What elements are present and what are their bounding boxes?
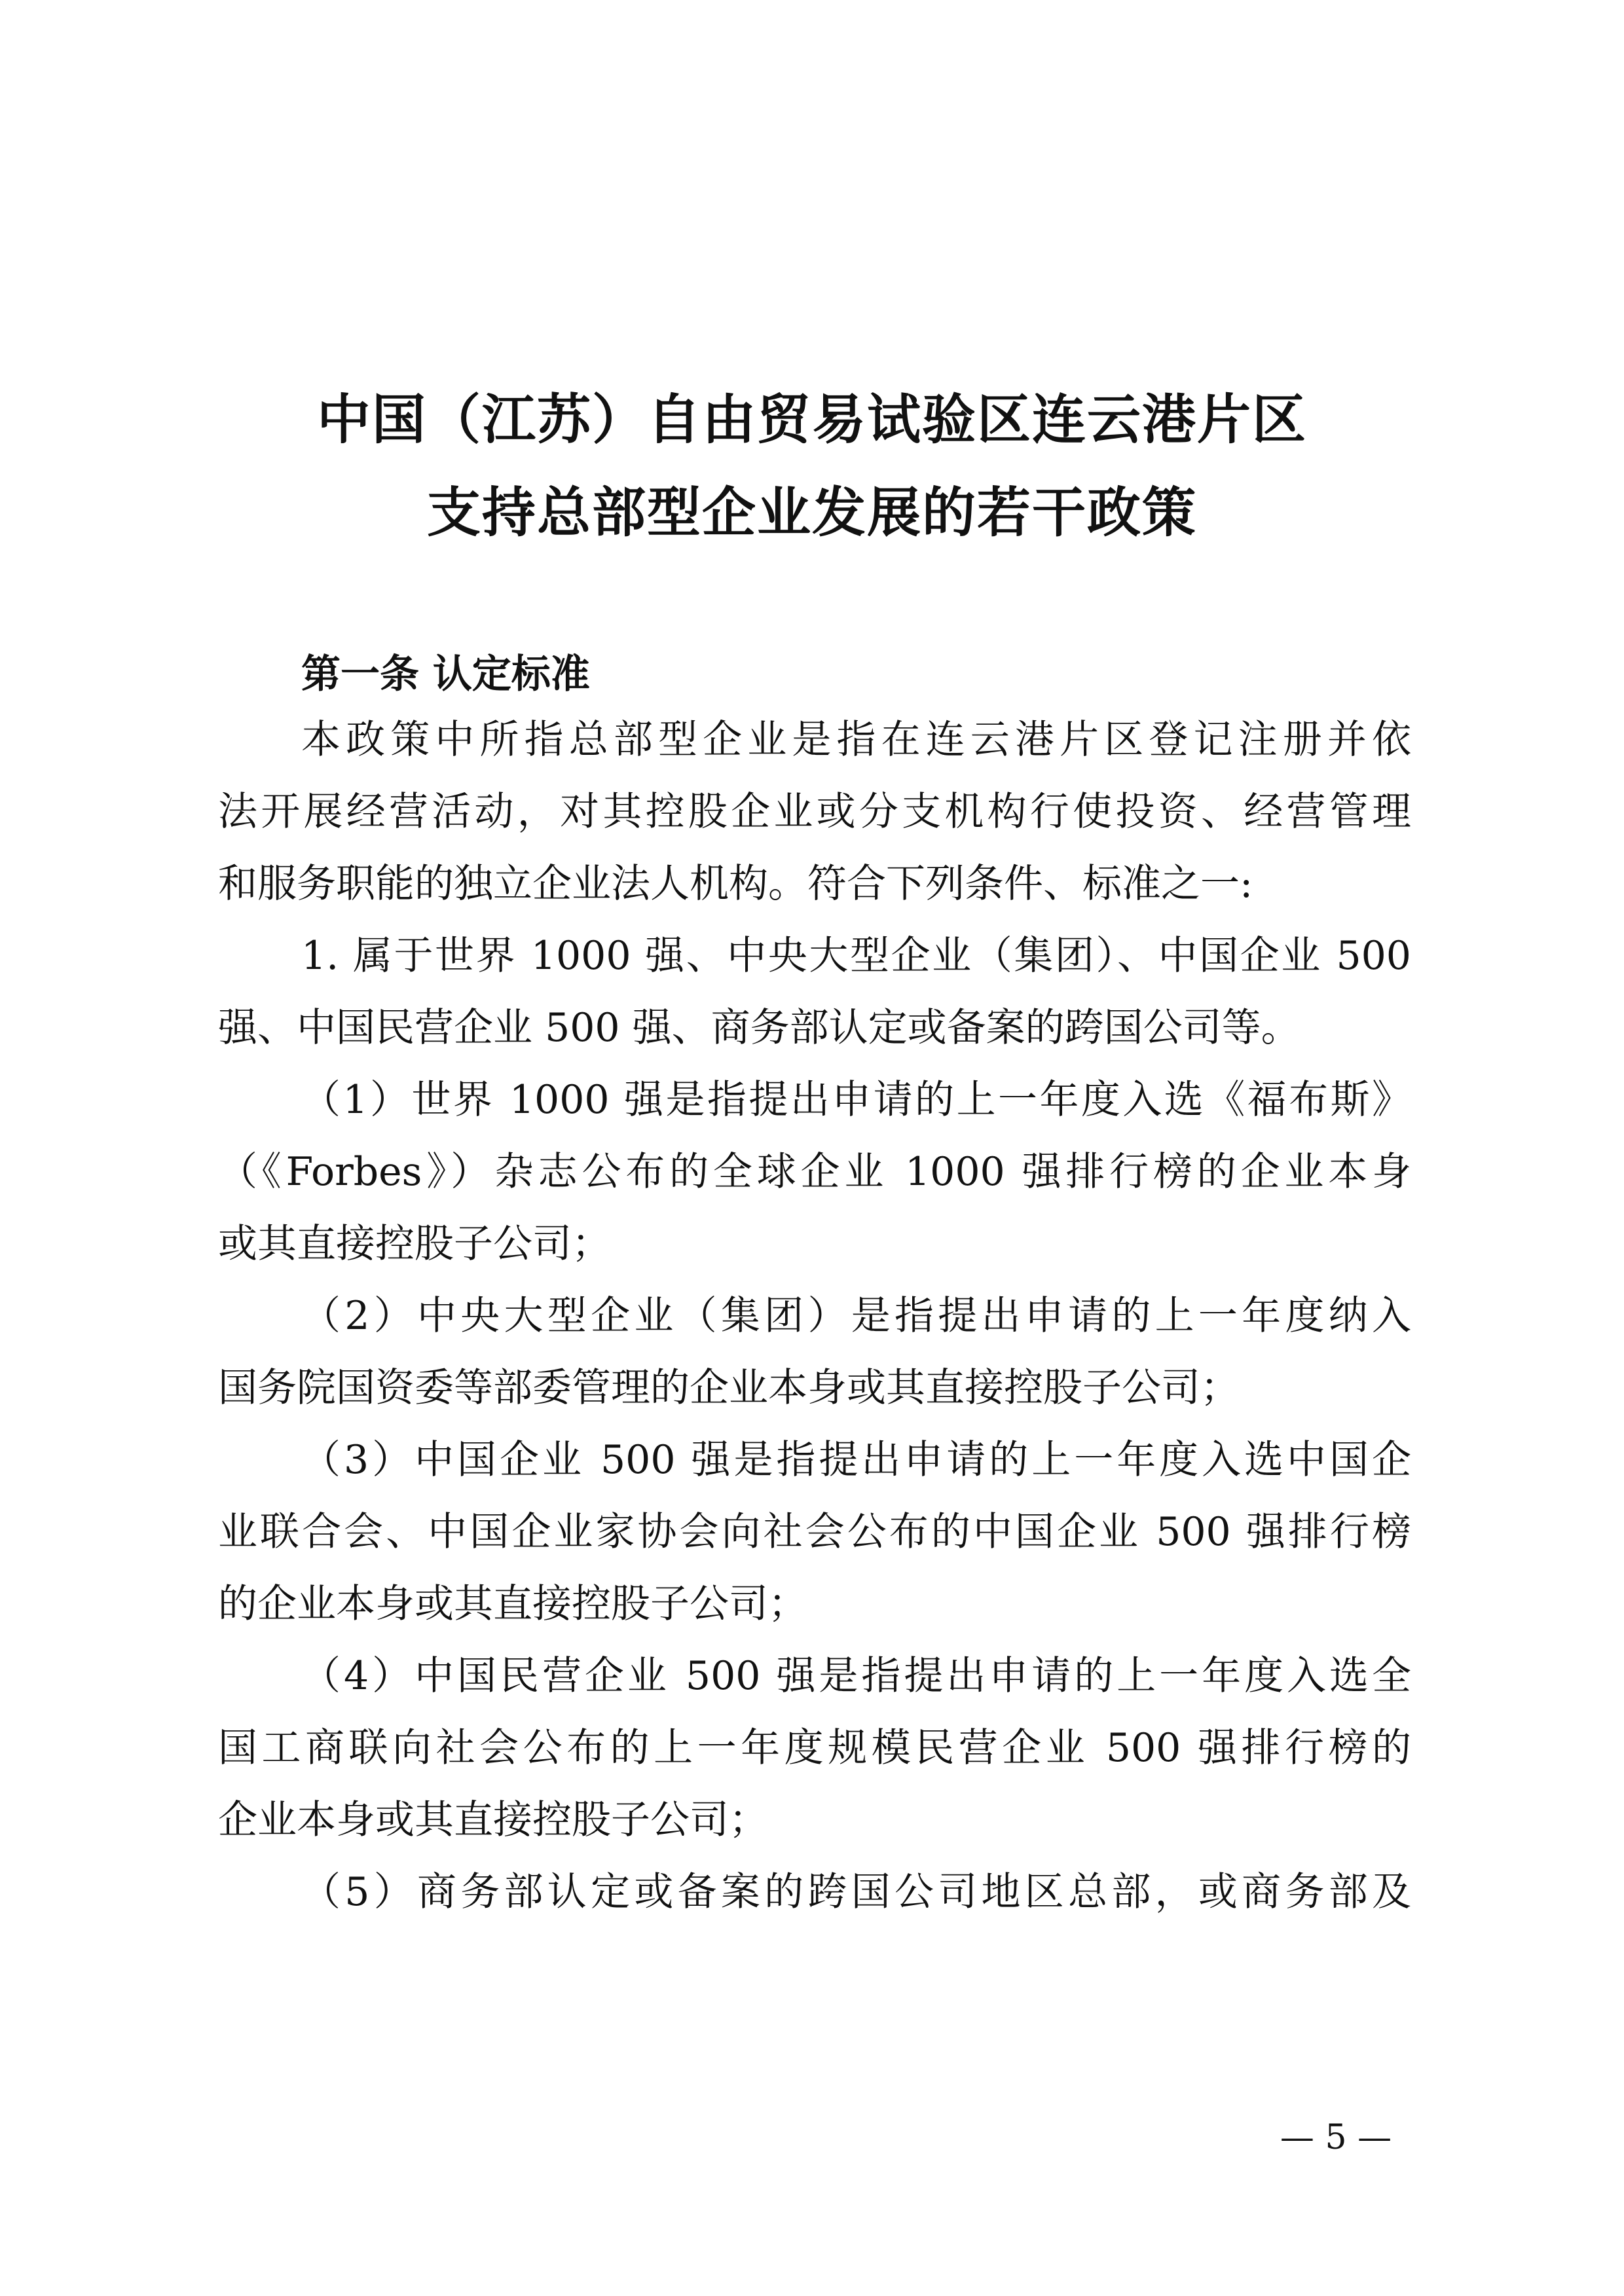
text-line: 国工商联向社会公布的上一年度规模民营企业 500 强排行榜的 xyxy=(218,1725,1411,1771)
paragraph-sub-item-1 xyxy=(218,1064,1411,1280)
text-line: 企业本身或其直接控股子公司； xyxy=(218,1797,768,1843)
text-line: 法开展经营活动，对其控股企业或分支机构行使投资、经营管理 xyxy=(218,789,1411,835)
section-heading: 第一条 认定标准 xyxy=(301,651,590,697)
text-line: （《Forbes》）杂志公布的全球企业 1000 强排行榜的企业本身 xyxy=(218,1149,1411,1195)
text-line: 或其直接控股子公司； xyxy=(218,1221,611,1267)
document-title-line-1: 中国（江苏）自由贸易试验区连云港片区 xyxy=(316,389,1307,451)
page-number: — 5 — xyxy=(1280,2118,1392,2157)
text-line: 本政策中所指总部型企业是指在连云港片区登记注册并依 xyxy=(301,717,1411,763)
paragraph-sub-item-2 xyxy=(218,1280,1411,1424)
paragraph-definition xyxy=(218,704,1411,920)
text-line: 和服务职能的独立企业法人机构。符合下列条件、标准之一: xyxy=(218,861,1253,907)
paragraph-sub-item-5 xyxy=(218,1856,1411,1928)
paragraph-item-1 xyxy=(218,920,1411,1064)
text-line: （5）商务部认定或备案的跨国公司地区总部，或商务部及 xyxy=(301,1869,1411,1915)
document-title-line-2: 支持总部型企业发展的若干政策 xyxy=(426,482,1197,544)
text-line: 业联合会、中国企业家协会向社会公布的中国企业 500 强排行榜 xyxy=(218,1509,1411,1555)
paragraph-sub-item-3 xyxy=(218,1424,1411,1640)
text-line: （3）中国企业 500 强是指提出申请的上一年度入选中国企 xyxy=(301,1437,1411,1483)
text-line: 的企业本身或其直接控股子公司； xyxy=(218,1581,807,1627)
text-line: （1）世界 1000 强是指提出申请的上一年度入选《福布斯》 xyxy=(301,1077,1411,1123)
text-line: （2）中央大型企业（集团）是指提出申请的上一年度纳入 xyxy=(301,1293,1411,1339)
text-line: 1. 属于世界 1000 强、中央大型企业（集团）、中国企业 500 xyxy=(301,933,1411,979)
paragraph-sub-item-4 xyxy=(218,1640,1411,1856)
text-line: （4）中国民营企业 500 强是指提出申请的上一年度入选全 xyxy=(301,1653,1411,1699)
text-line: 国务院国资委等部委管理的企业本身或其直接控股子公司； xyxy=(218,1365,1240,1411)
text-line: 强、中国民营企业 500 强、商务部认定或备案的跨国公司等。 xyxy=(218,1005,1301,1051)
